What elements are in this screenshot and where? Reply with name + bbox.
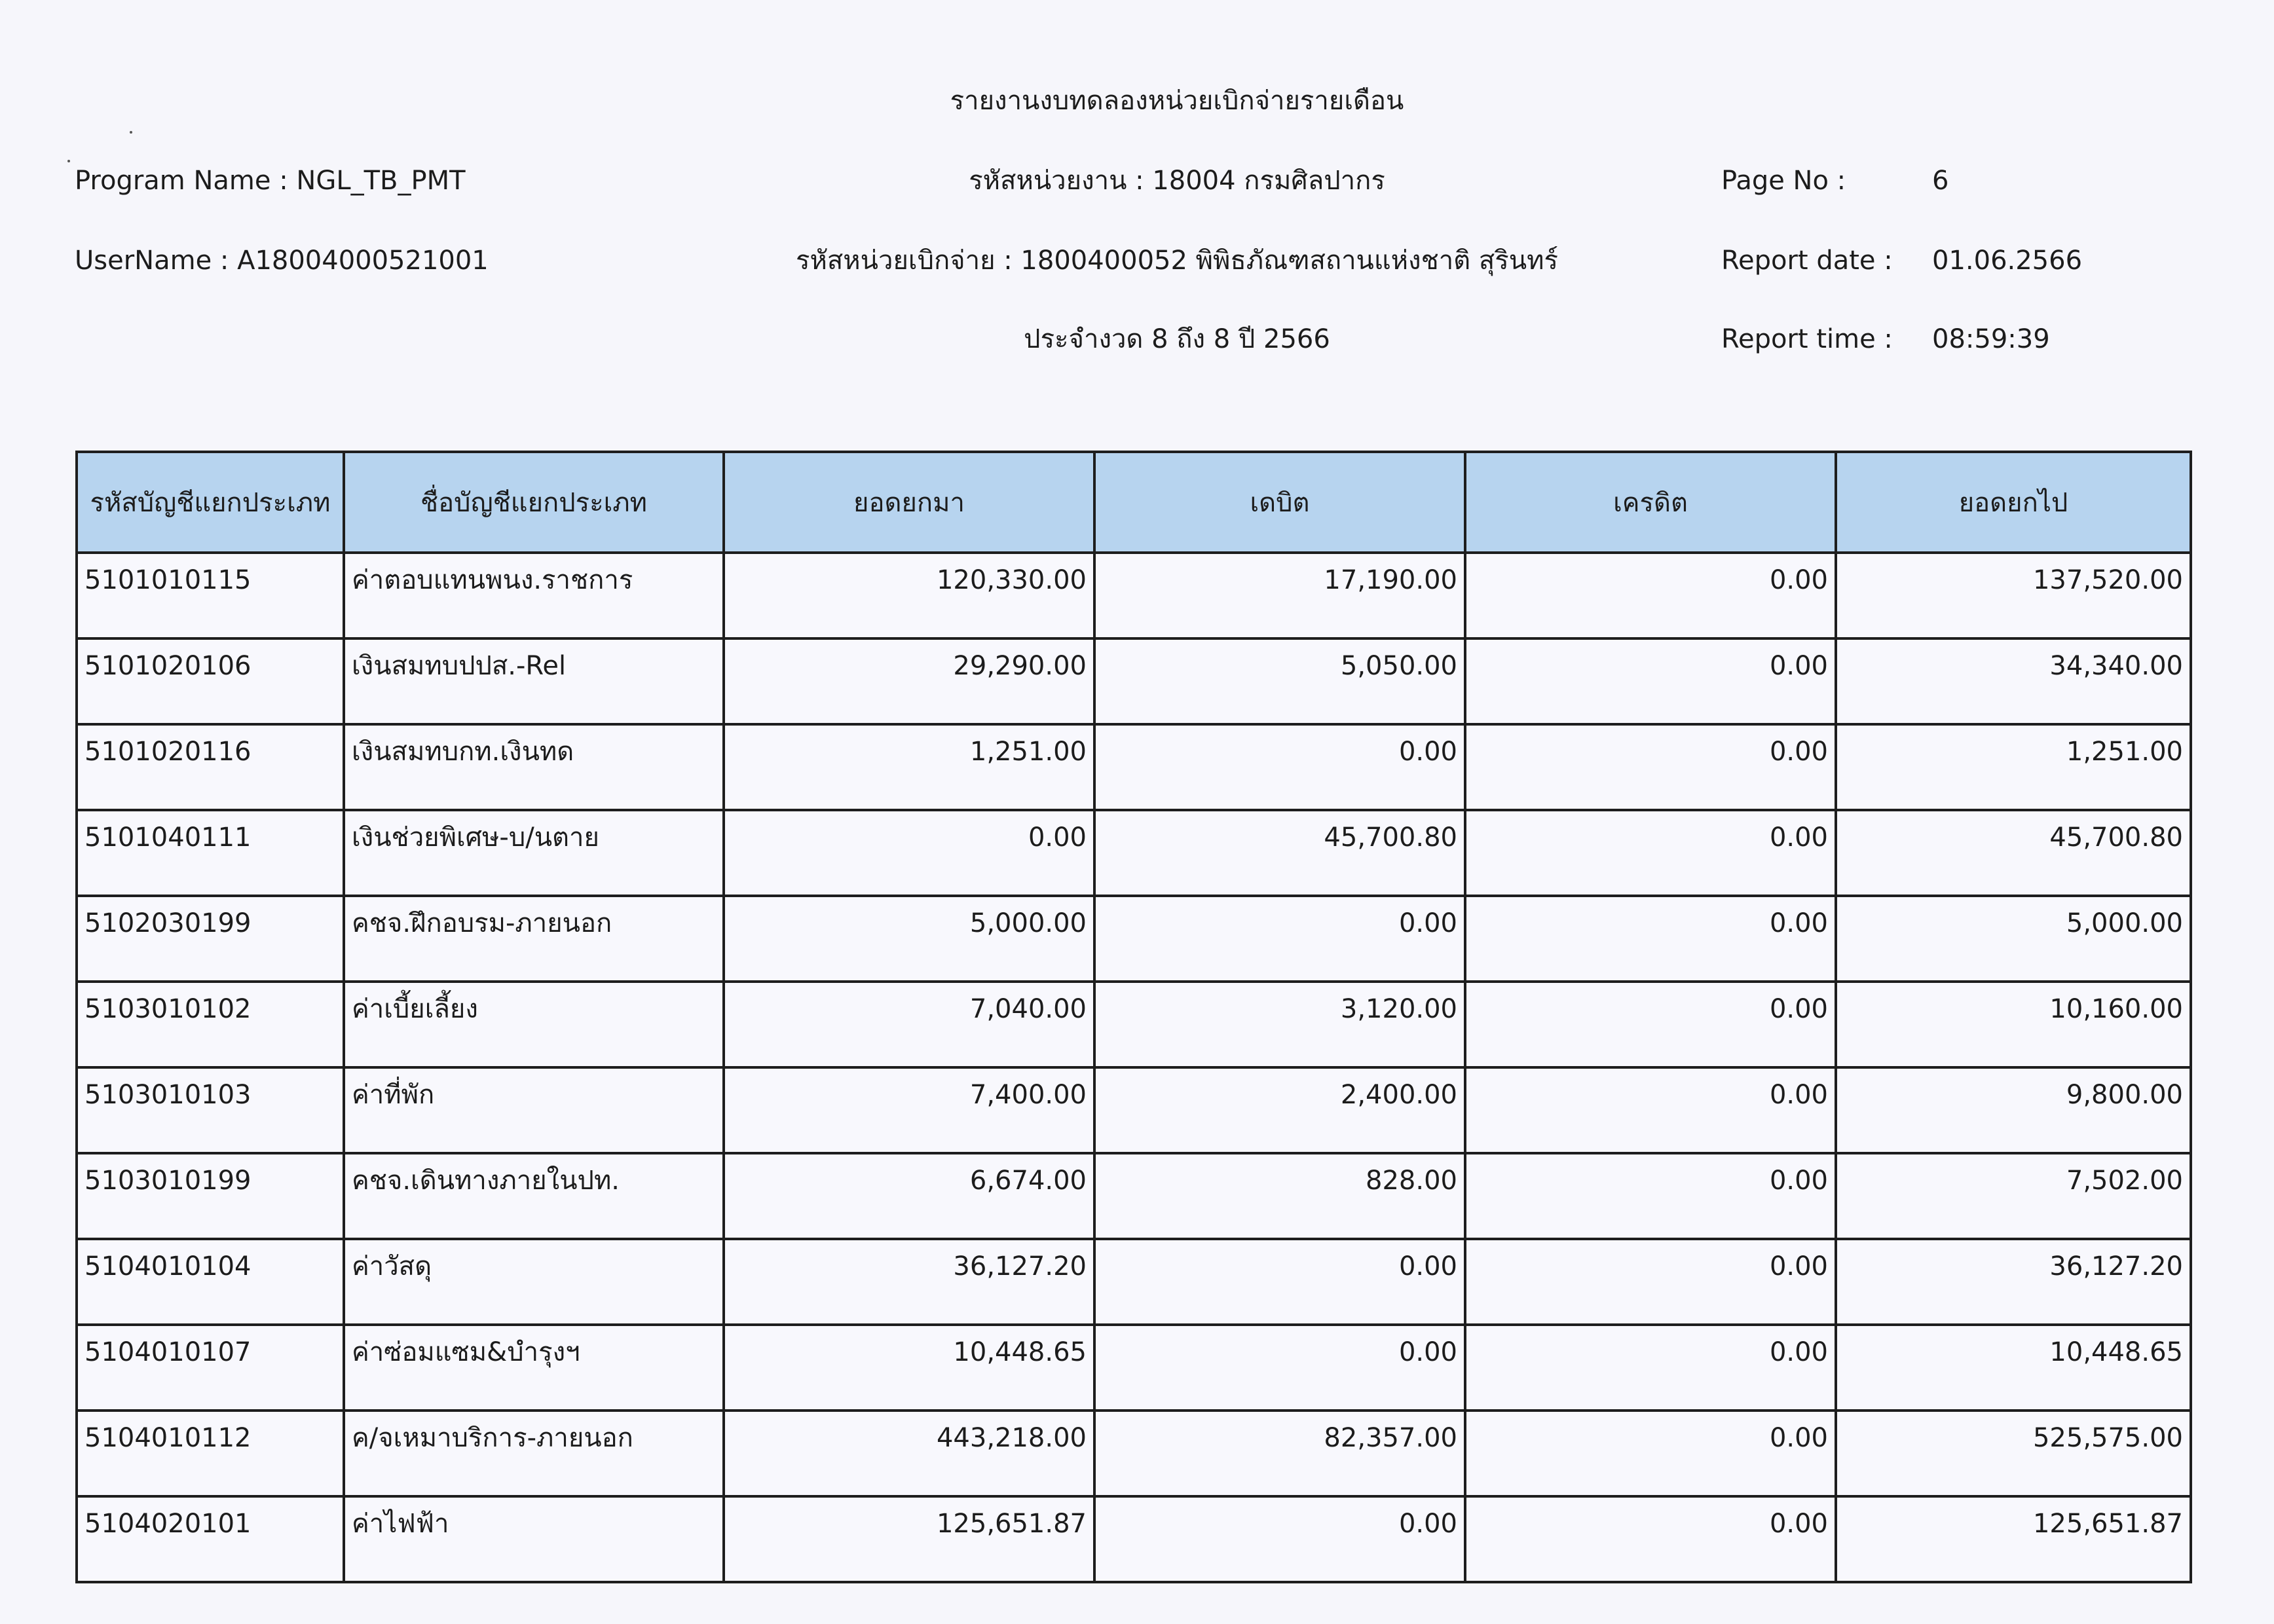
credit: 0.00 <box>1465 1239 1836 1325</box>
balance-forward: 0.00 <box>724 810 1094 896</box>
balance-forward: 29,290.00 <box>724 638 1094 724</box>
balance-carried: 125,651.87 <box>1836 1496 2191 1582</box>
report-time-value: 08:59:39 <box>1932 324 2050 354</box>
table-row <box>77 553 2191 638</box>
scan-speck <box>130 131 132 134</box>
account-code: 5101020106 <box>77 638 344 724</box>
account-name: ค่าซ่อมแซม&บำรุงฯ <box>344 1325 724 1411</box>
account-code: 5104010107 <box>77 1325 344 1411</box>
agency-code: รหัสหน่วยงาน : 18004 กรมศิลปากร <box>969 166 1385 196</box>
debit: 45,700.80 <box>1094 810 1465 896</box>
account-code: 5104010104 <box>77 1239 344 1325</box>
credit: 0.00 <box>1465 896 1836 982</box>
header-debit: เดบิต <box>1094 452 1465 553</box>
account-code: 5104010112 <box>77 1411 344 1496</box>
debit: 2,400.00 <box>1094 1067 1465 1153</box>
header-balance-forward: ยอดยกมา <box>724 452 1094 553</box>
account-code: 5103010199 <box>77 1153 344 1239</box>
username: UserName : A18004000521001 <box>75 246 489 276</box>
debit: 17,190.00 <box>1094 553 1465 638</box>
balance-carried: 34,340.00 <box>1836 638 2191 724</box>
page-no-label: Page No : <box>1721 166 1846 196</box>
header-balance-carried: ยอดยกไป <box>1836 452 2191 553</box>
account-code: 5102030199 <box>77 896 344 982</box>
table-row <box>77 982 2191 1067</box>
report-time-label: Report time : <box>1721 324 1893 354</box>
table-row <box>77 1153 2191 1239</box>
table-row <box>77 638 2191 724</box>
account-code: 5104020101 <box>77 1496 344 1582</box>
table-header-row <box>77 452 2191 553</box>
balance-forward: 5,000.00 <box>724 896 1094 982</box>
balance-forward: 120,330.00 <box>724 553 1094 638</box>
credit: 0.00 <box>1465 724 1836 810</box>
balance-forward: 1,251.00 <box>724 724 1094 810</box>
credit: 0.00 <box>1465 1496 1836 1582</box>
balance-carried: 7,502.00 <box>1836 1153 2191 1239</box>
debit: 0.00 <box>1094 1239 1465 1325</box>
account-name: ค/จเหมาบริการ-ภายนอก <box>344 1411 724 1496</box>
disbursing-unit: รหัสหน่วยเบิกจ่าย : 1800400052 พิพิธภัณฑสถานแห่งชาติ สุรินทร์ <box>796 246 1558 276</box>
table-row <box>77 1411 2191 1496</box>
report-date-label: Report date : <box>1721 246 1893 276</box>
account-name: เงินสมทบกท.เงินทด <box>344 724 724 810</box>
program-name: Program Name : NGL_TB_PMT <box>75 166 466 196</box>
balance-carried: 525,575.00 <box>1836 1411 2191 1496</box>
balance-forward: 443,218.00 <box>724 1411 1094 1496</box>
balance-carried: 45,700.80 <box>1836 810 2191 896</box>
credit: 0.00 <box>1465 553 1836 638</box>
debit: 0.00 <box>1094 896 1465 982</box>
account-name: ค่าไฟฟ้า <box>344 1496 724 1582</box>
credit: 0.00 <box>1465 1411 1836 1496</box>
account-code: 5103010103 <box>77 1067 344 1153</box>
credit: 0.00 <box>1465 982 1836 1067</box>
table-row <box>77 1325 2191 1411</box>
balance-forward: 6,674.00 <box>724 1153 1094 1239</box>
balance-forward: 36,127.20 <box>724 1239 1094 1325</box>
debit: 828.00 <box>1094 1153 1465 1239</box>
credit: 0.00 <box>1465 638 1836 724</box>
table-row <box>77 1067 2191 1153</box>
balance-forward: 7,400.00 <box>724 1067 1094 1153</box>
scan-speck <box>67 160 70 162</box>
balance-carried: 1,251.00 <box>1836 724 2191 810</box>
header-account-name: ชื่อบัญชีแยกประเภท <box>344 452 724 553</box>
debit: 0.00 <box>1094 724 1465 810</box>
balance-carried: 5,000.00 <box>1836 896 2191 982</box>
header-credit: เครดิต <box>1465 452 1836 553</box>
report-title: รายงานงบทดลองหน่วยเบิกจ่ายรายเดือน <box>950 86 1404 116</box>
account-code: 5103010102 <box>77 982 344 1067</box>
header-account-code: รหัสบัญชีแยกประเภท <box>77 452 344 553</box>
account-name: เงินช่วยพิเศษ-บ/นตาย <box>344 810 724 896</box>
table-row <box>77 1496 2191 1582</box>
balance-forward: 10,448.65 <box>724 1325 1094 1411</box>
balance-carried: 137,520.00 <box>1836 553 2191 638</box>
account-code: 5101020116 <box>77 724 344 810</box>
debit: 82,357.00 <box>1094 1411 1465 1496</box>
table-row <box>77 1239 2191 1325</box>
account-code: 5101010115 <box>77 553 344 638</box>
credit: 0.00 <box>1465 810 1836 896</box>
account-name: ค่าตอบแทนพนง.ราชการ <box>344 553 724 638</box>
credit: 0.00 <box>1465 1067 1836 1153</box>
table-row <box>77 810 2191 896</box>
balance-carried: 9,800.00 <box>1836 1067 2191 1153</box>
account-name: ค่าที่พัก <box>344 1067 724 1153</box>
balance-carried: 10,448.65 <box>1836 1325 2191 1411</box>
balance-carried: 36,127.20 <box>1836 1239 2191 1325</box>
trial-balance-table <box>75 451 2192 1583</box>
page-no-value: 6 <box>1932 166 1949 196</box>
report-period: ประจำงวด 8 ถึง 8 ปี 2566 <box>1024 324 1330 354</box>
account-name: เงินสมทบปปส.-Rel <box>344 638 724 724</box>
table-row <box>77 896 2191 982</box>
report-date-value: 01.06.2566 <box>1932 246 2083 276</box>
debit: 0.00 <box>1094 1325 1465 1411</box>
balance-carried: 10,160.00 <box>1836 982 2191 1067</box>
credit: 0.00 <box>1465 1325 1836 1411</box>
account-name: ค่าวัสดุ <box>344 1239 724 1325</box>
account-code: 5101040111 <box>77 810 344 896</box>
debit: 3,120.00 <box>1094 982 1465 1067</box>
balance-forward: 7,040.00 <box>724 982 1094 1067</box>
debit: 0.00 <box>1094 1496 1465 1582</box>
account-name: ค่าเบี้ยเลี้ยง <box>344 982 724 1067</box>
account-name: คชจ.ฝึกอบรม-ภายนอก <box>344 896 724 982</box>
debit: 5,050.00 <box>1094 638 1465 724</box>
table-row <box>77 724 2191 810</box>
credit: 0.00 <box>1465 1153 1836 1239</box>
balance-forward: 125,651.87 <box>724 1496 1094 1582</box>
account-name: คชจ.เดินทางภายในปท. <box>344 1153 724 1239</box>
